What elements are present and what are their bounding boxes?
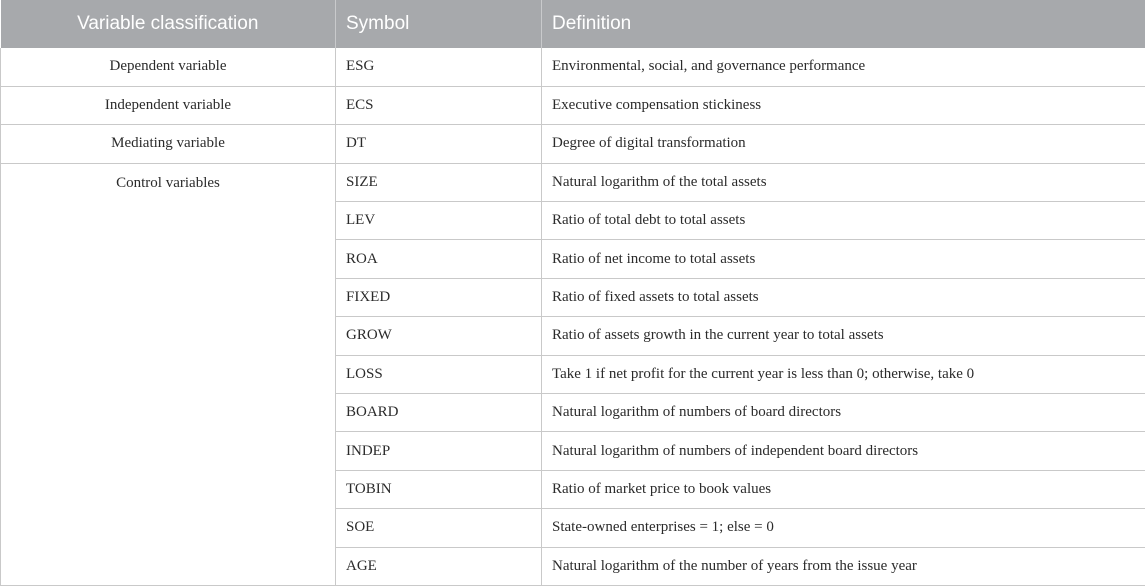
definition-cell: Natural logarithm of the total assets — [542, 163, 1145, 201]
symbol-cell: ROA — [336, 240, 542, 278]
definition-cell: State-owned enterprises = 1; else = 0 — [542, 509, 1145, 547]
symbol-cell: LEV — [336, 202, 542, 240]
symbol-cell: SIZE — [336, 163, 542, 201]
table-row — [1, 125, 1145, 163]
classification-cell: Dependent variable — [1, 48, 336, 86]
symbol-cell: DT — [336, 125, 542, 163]
symbol-cell: BOARD — [336, 394, 542, 432]
symbol-cell: ESG — [336, 48, 542, 86]
definition-cell: Natural logarithm of numbers of independent board directors — [542, 432, 1145, 470]
definition-cell: Take 1 if net profit for the current year is less than 0; otherwise, take 0 — [542, 355, 1145, 393]
definition-cell: Ratio of net income to total assets — [542, 240, 1145, 278]
definition-cell: Ratio of fixed assets to total assets — [542, 278, 1145, 316]
classification-cell: Mediating variable — [1, 125, 336, 163]
symbol-cell: INDEP — [336, 432, 542, 470]
symbol-cell: AGE — [336, 547, 542, 585]
definition-cell: Ratio of market price to book values — [542, 470, 1145, 508]
table-row — [1, 48, 1145, 86]
table-row — [1, 86, 1145, 124]
definition-cell: Natural logarithm of the number of years from the issue year — [542, 547, 1145, 585]
header-classification: Variable classification — [1, 0, 336, 48]
symbol-cell: LOSS — [336, 355, 542, 393]
table-body — [1, 48, 1145, 585]
definition-cell: Ratio of total debt to total assets — [542, 202, 1145, 240]
symbol-cell: TOBIN — [336, 470, 542, 508]
classification-cell-control: Control variables — [1, 163, 336, 585]
symbol-cell: ECS — [336, 86, 542, 124]
symbol-cell: FIXED — [336, 278, 542, 316]
header-symbol: Symbol — [336, 0, 542, 48]
table-header — [1, 0, 1145, 48]
definition-cell: Ratio of assets growth in the current year to total assets — [542, 317, 1145, 355]
classification-cell: Independent variable — [1, 86, 336, 124]
definition-cell: Executive compensation stickiness — [542, 86, 1145, 124]
definition-cell: Degree of digital transformation — [542, 125, 1145, 163]
header-row — [1, 0, 1145, 48]
symbol-cell: GROW — [336, 317, 542, 355]
table-row — [1, 163, 1145, 201]
definition-cell: Natural logarithm of numbers of board directors — [542, 394, 1145, 432]
definition-cell: Environmental, social, and governance performance — [542, 48, 1145, 86]
symbol-cell: SOE — [336, 509, 542, 547]
header-definition: Definition — [542, 0, 1145, 48]
